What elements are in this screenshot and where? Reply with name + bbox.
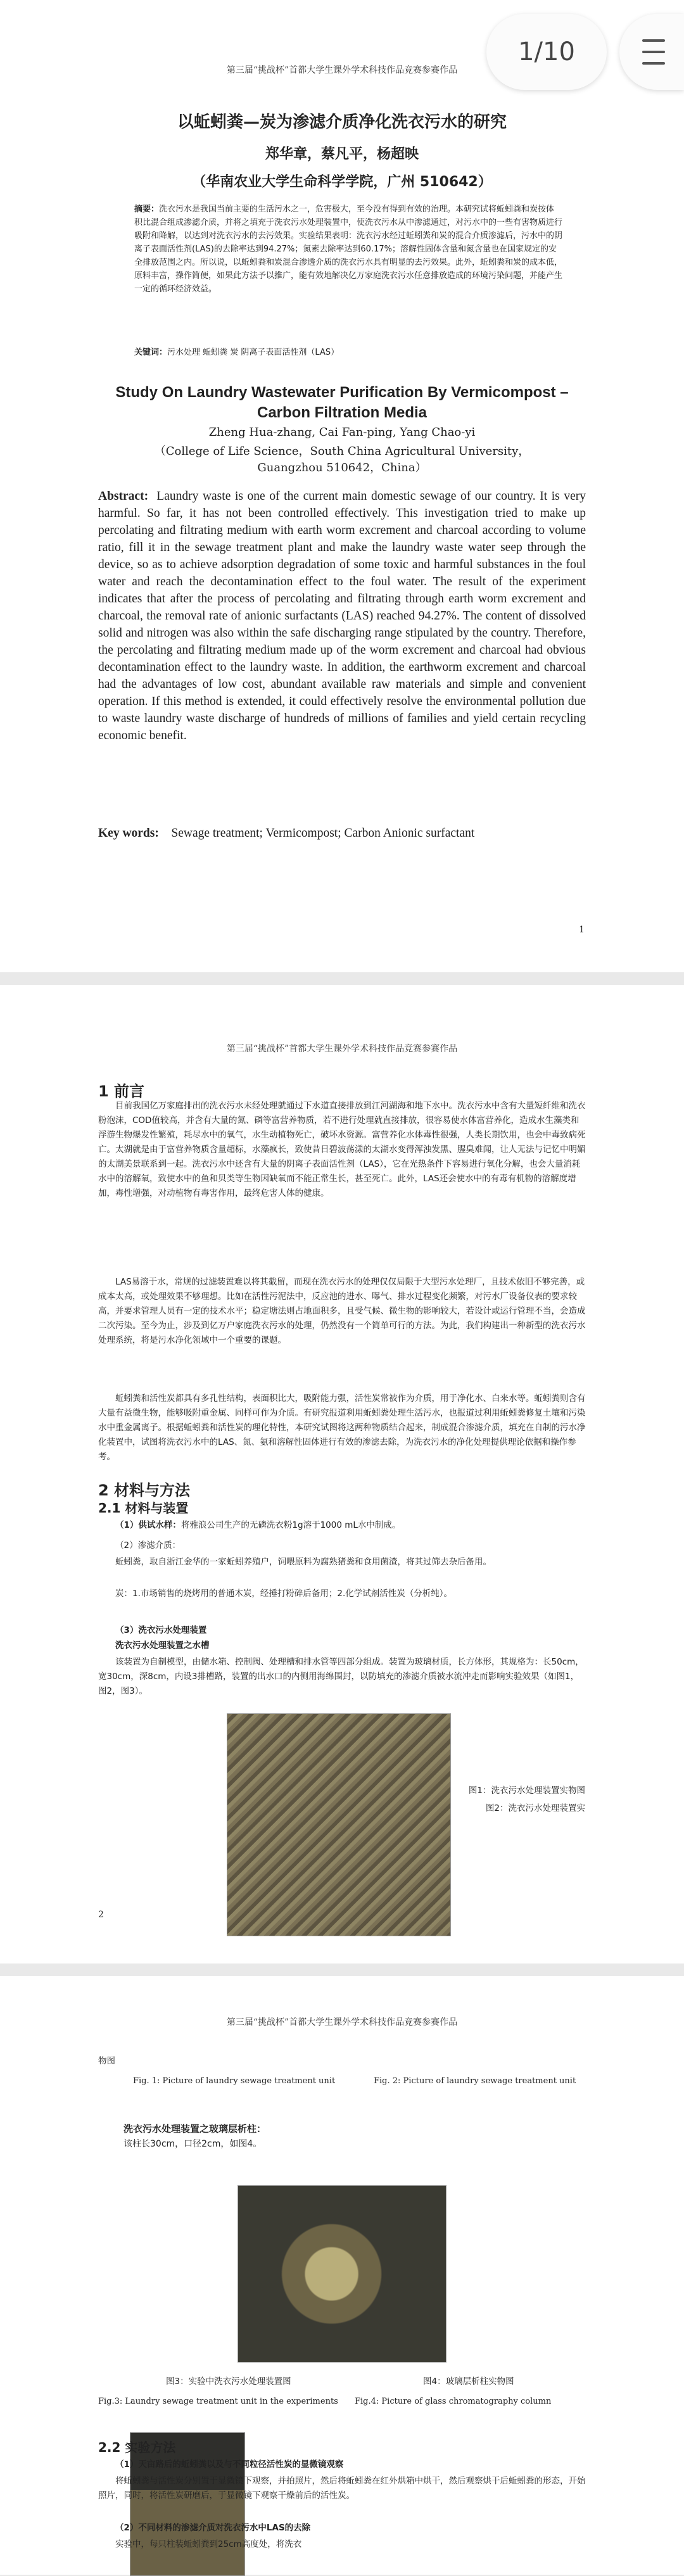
keywords-zh-label: 关键词： bbox=[134, 348, 168, 357]
material-item-3-subheading: 洗衣污水处理装置之水槽 bbox=[115, 1640, 210, 1651]
keywords-zh bbox=[134, 346, 562, 359]
section-1-heading: 1 前言 bbox=[98, 1082, 145, 1100]
method-1-heading: （1）天亩路后的蚯蚓粪以及与不同粒径活性炭的显微镜观察 bbox=[115, 2459, 344, 2470]
running-header: 第三届“挑战杯”首都大学生课外学术科技作品竞赛参赛作品 bbox=[226, 65, 458, 75]
title-zh: 以蚯蚓粪—炭为渗滤介质净化洗衣污水的研究 bbox=[177, 113, 507, 132]
abstract-zh-text: 洗衣污水是我国当前主要的生活污水之一，危害极大，至今没有得到有效的治理。本研究试将蚯蚓粪和炭按体积比混合组成渗滤介质，并将之填充于洗衣污水处理装置中，使洗衣污水从中渗滤通过，对污水中的一些有害物质进行吸附和降解，以达到对洗衣污水的去污效果。实验结果表明：洗衣污水经过蚯蚓粪和炭的混合介质渗滤后，污水中的阴离子表面活性剂(LAS)的去除率达到94.27%；氮素去除率达到60.17%；溶解性固体含量和氮含量也在国家规定的安全排放范围之内。所以说，以蚯蚓粪和炭混合渗透介质的洗衣污水具有明显的去污效果。此外，蚯蚓粪和炭的成本低，原料丰富，操作简便，如果此方法予以推广，能有效地解决亿万家庭洗衣污水任意排放造成的环境污染问题，并能产生一定的循环经济效益。 bbox=[134, 205, 563, 294]
document-page-1 bbox=[0, 0, 684, 972]
material-item-1-label: （1）供试水样： bbox=[115, 1520, 181, 1530]
figure-3-caption-en: Fig.3: Laundry sewage treatment unit in the experiments bbox=[98, 2397, 338, 2406]
title-en-line-1: Study On Laundry Wastewater Purification By Vermicompost – bbox=[115, 384, 569, 401]
section-2-2-heading: 2.2 实验方法 bbox=[98, 2440, 176, 2455]
menu-icon-bar-bottom bbox=[642, 62, 665, 65]
material-item-1-text: 将雅浪公司生产的无磷洗衣粉1g溶于1000 mL水中制成。 bbox=[180, 1520, 401, 1530]
affiliation-zh: （华南农业大学生命科学学院，广州 510642） bbox=[192, 174, 492, 190]
figure-1-2-caption-zh bbox=[456, 1782, 585, 1817]
column-title: 洗衣污水处理装置之玻璃层析柱： bbox=[124, 2123, 267, 2135]
abstract-en-label: Abstract: bbox=[98, 490, 149, 503]
figure-3-photo bbox=[238, 2185, 446, 2363]
authors-zh: 郑华章，蔡凡平，杨超映 bbox=[265, 146, 419, 162]
affiliation-en-line-2: Guangzhou 510642，China） bbox=[257, 461, 427, 474]
page-indicator[interactable]: 1/10 bbox=[486, 14, 607, 90]
caption-continuation: 物图 bbox=[98, 2056, 115, 2066]
section-2-heading: 2 材料与方法 bbox=[98, 1482, 191, 1499]
authors-en: Zheng Hua-zhang, Cai Fan-ping, Yang Chao-yi bbox=[208, 426, 476, 439]
material-item-2-label: （2）渗滤介质： bbox=[115, 1540, 181, 1551]
page-number: 2 bbox=[98, 1910, 104, 1920]
figure-2-caption-en: Fig. 2: Picture of laundry sewage treatment unit bbox=[374, 2076, 576, 2086]
keywords-en-label: Key words: bbox=[98, 827, 159, 840]
keywords-zh-text: 污水处理 蚯蚓粪 炭 阴离子表面活性剂（LAS） bbox=[167, 348, 339, 357]
running-header: 第三届“挑战杯”首都大学生课外学术科技作品竞赛参赛作品 bbox=[226, 1044, 458, 1054]
intro-paragraph-2: LAS易溶于水，常规的过滤装置难以将其截留，而现在洗衣污水的处理仅仅局限于大型污水处理厂，且技术依旧不够完善，或成本太高，或处理效果不够理想。比如在活性污泥法中，反应池的进水、曝气、排水过程变化频繁，对污水厂设备仪表的要求较高，并要求管理人员有一定的技术水平；稳定塘法则占地面积多，且受气候、微生物的影响较大，若设计或运行管理不当，会造成二次污染。至今为止，涉及到亿万户家庭洗衣污水的处理，仍然没有一个简单可行的方法。为此，我们构建出一种新型的洗衣污水处理系统，将是污水净化领域中一个重要的课题。 bbox=[98, 1277, 586, 1345]
method-2-text: 实验中，每只柱装蚯蚓粪到25cm高度处，将洗衣 bbox=[115, 2539, 302, 2549]
abstract-zh-label: 摘要： bbox=[134, 205, 160, 214]
keywords-en bbox=[98, 825, 586, 842]
menu-icon-bar-top bbox=[642, 39, 665, 42]
figure-3-caption: 图3：实验中洗衣污水处理装置图 bbox=[166, 2376, 291, 2387]
abstract-en bbox=[98, 488, 586, 744]
material-item-3-label: （3）洗衣污水处理装置 bbox=[115, 1625, 207, 1635]
abstract-en-text: Laundry waste is one of the current main domestic sewage of our country. It is very harmful. So far, it has not been controlled effectively. This investigation tried to make up percolating and filtrating medium with earth worm excrement and charcoal according to volume ratio, fill it in the sewage treatment plant and make the laundry waste water seep through the device, so as to achieve adsorption degradation of some toxic and harmful substances in the foul water and reach the decontamination effect to the foul water. The result of the experiment indicates that after the process of percolating and filtrating through earth worm excrement and charcoal, the removal rate of anionic surfactants (LAS) reached 94.27%. The content of dissolved solid and nitrogen was also within the safe discharging range stipulated by the country. Therefore, the percolating and filtrating medium made up of the worm excrement and charcoal had obvious decontamination effect to the laundry waste. In addition, the earthworm excrement and charcoal had the advantages of low cost, abundant available raw materials and simple and convenient operation. If this method is extended, it could effectively resolve the environmental pollution due to waste laundry waste discharge of hundreds of millions of families and yield certain recycling economic benefit. bbox=[98, 490, 586, 742]
figure-1-caption: 图1：洗衣污水处理装置实物图 bbox=[468, 1786, 585, 1796]
figure-2-caption: 图2：洗衣污水处理装置实 bbox=[485, 1803, 585, 1813]
method-1-text: 将蚯蚓粪与活性炭分别置于显微镜下观察，并拍照片，然后将蚯蚓粪在红外烘箱中烘干，然后观察烘干后蚯蚓粪的形态，开始照片，同时，将活性炭研磨后，于显微镜下观察干燥前后的活性炭。 bbox=[98, 2476, 586, 2501]
intro-paragraph-3: 蚯蚓粪和活性炭都具有多孔性结构，表面积比大，吸附能力强，活性炭常被作为介质，用于净化水、白来水等。蚯蚓粪则含有大量有益微生物，能够吸附重金属、同样可作为介质。有研究报道利用蚯蚓粪处理生活污水，也报道过利用蚯蚓粪修复土壤和污染水中重金属离子。根据蚯蚓粪和活性炭的理化特性，本研究试图将这两种物质结合起来，制成混合渗滤介质，填充在自制的污水净化装置中，试图将洗衣污水中的LAS、氮、氨和溶解性固体进行有效的渗滤去除，为洗衣污水的净化处理提供理论依据和操作参考。 bbox=[98, 1393, 586, 1462]
figure-4-caption: 图4：玻璃层析柱实物图 bbox=[423, 2376, 514, 2387]
material-item-3-text: 该装置为自制模型，由储水箱、控制阀、处理槽和排水管等四部分组成。装置为玻璃材质，长方体形，其规格为：长50cm，宽30cm，深8cm，内设3排槽路，装置的出水口的内侧用海绵围封，以防填充的渗滤介质被水流冲走而影响实验效果（如图1，图2，图3）。 bbox=[98, 1657, 584, 1696]
material-item-2-text: 蚯蚓粪，取自浙江金华的一家蚯蚓养殖户，饲喂原料为腐熟猪粪和食用菌渣，将其过筛去杂后备用。 bbox=[115, 1557, 491, 1567]
intro-paragraph-1: 目前我国亿万家庭排出的洗衣污水未经处理就通过下水道直接排放到江河湖海和地下水中。洗衣污水中含有大量短纤维和洗衣粉泡沫，COD值较高，并含有大量的氮、磷等富营养物质，若不进行处理就直接排放，很容易使水体富营养化，造成水生藻类和浮游生物爆发性繁殖，耗尽水中的氧气，水生动植物死亡，破坏水资源。富营养化水体毒性很强，人类长期饮用，也会中毒致病死亡。太湖就是由于富营养物质含量超标，水藻疯长，致使昔日碧波荡漾的太湖水变得浑浊发黑、腥臭难闻，让人无法与记忆中明媚的太湖美景联系到一起。洗衣污水中还含有大量的阴离子表面活性剂（LAS），它在光热条件下容易进行氧化分解，也会大量消耗水中的溶解氧，致使水中的鱼和贝类等生物因缺氧而不能正常生长，甚至死亡。此外，LAS还会使水中的有毒有机物的溶解度增加，毒性增强，对动植物有毒害作用，最终危害人体的健康。 bbox=[98, 1101, 586, 1198]
running-header: 第三届“挑战杯”首都大学生课外学术科技作品竞赛参赛作品 bbox=[226, 2017, 458, 2027]
section-2-1-heading: 2.1 材料与装置 bbox=[98, 1501, 189, 1516]
figure-1-caption-en: Fig. 1: Picture of laundry sewage treatment unit bbox=[133, 2076, 336, 2086]
abstract-zh bbox=[134, 203, 562, 296]
affiliation-en-line-1: （College of Life Science，South China Agricultural University， bbox=[154, 445, 530, 458]
document-page-3 bbox=[0, 1976, 684, 2575]
keywords-en-text: Sewage treatment; Vermicompost; Carbon Anionic surfactant bbox=[171, 827, 475, 840]
title-en-line-2: Carbon Filtration Media bbox=[256, 404, 427, 421]
document-page-2 bbox=[0, 985, 684, 1964]
page-number: 1 bbox=[579, 925, 585, 935]
material-item-2b-text: 炭：1.市场销售的烧烤用的普通木炭，经捶打粉碎后备用；2.化学试剂活性炭（分析纯）。 bbox=[115, 1589, 453, 1599]
column-text: 该柱长30cm，口径2cm，如图4。 bbox=[124, 2139, 262, 2149]
material-item-1 bbox=[98, 1518, 586, 1533]
figure-4-caption-en: Fig.4: Picture of glass chromatography column bbox=[355, 2397, 552, 2406]
figure-1-photo bbox=[227, 1713, 451, 1936]
menu-icon-bar-middle bbox=[642, 51, 665, 53]
method-2-heading: （2）不同材料的渗滤介质对洗衣污水中LAS的去除 bbox=[115, 2523, 311, 2533]
